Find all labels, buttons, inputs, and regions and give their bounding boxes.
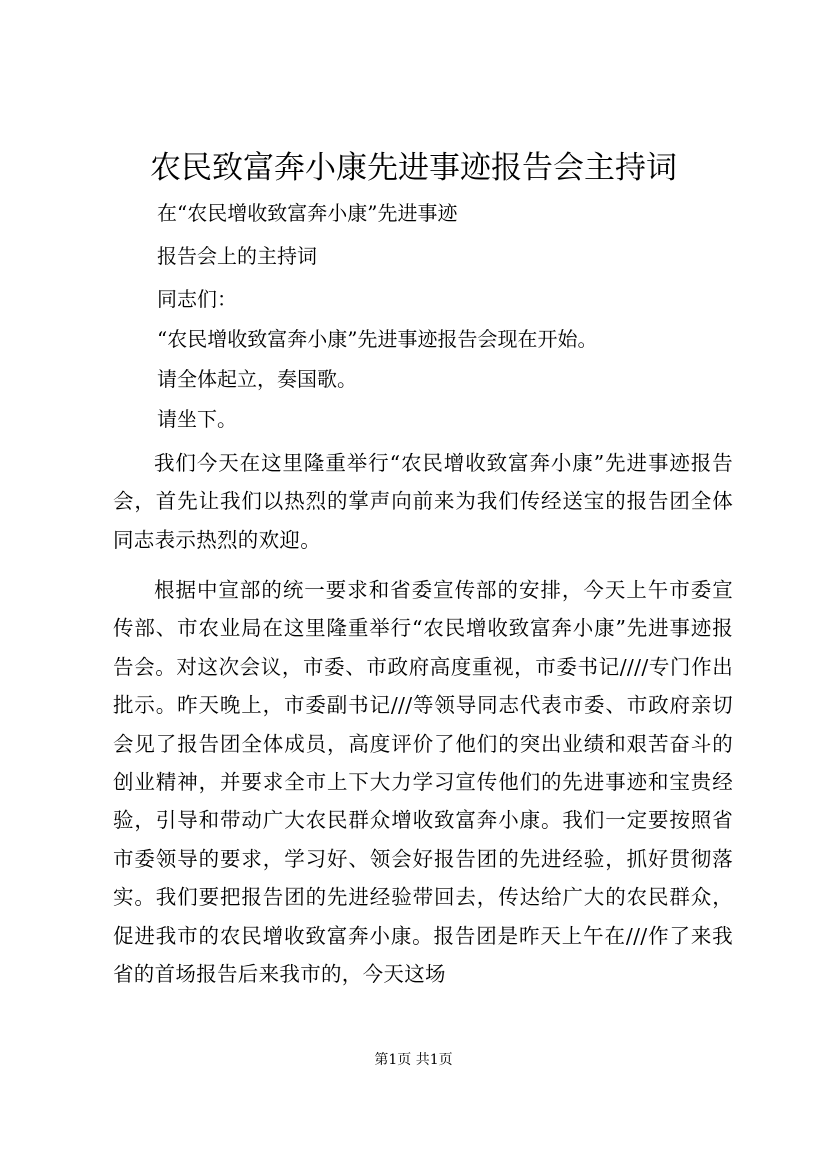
text-line: “农民增收致富奔小康”先进事迹报告会现在开始。 — [157, 327, 598, 351]
text-line: 在“农民增收致富奔小康”先进事迹 — [157, 201, 458, 225]
body-paragraph: 根据中宣部的统一要求和省委宣传部的安排，今天上午市委宣传部、市农业局在这里隆重举行“农民增收致富奔小康”先进事迹报告会。对这次会议，市委、市政府高度重视，市委书记////专门作出批示。昨天晚上，市委副书记///等领导同志代表市委、市政府亲切会见了报告团全体成员，高度评价了他们的突出业绩和艰苦奋斗的创业精神，并要求全市上下大力学习宣传他们的先进事迹和宝贵经验，引导和带动广大农民群众增收致富奔小康。我们一定要按照省市委领导的要求，学习好、领会好报告团的先进经验，抓好贯彻落实。我们要把报告团的先进经验带回去，传达给广大的农民群众，促进我市的农民增收致富奔小康。报告团是昨天上午在///作了来我省的首场报告后来我市的，今天这场 — [113, 578, 733, 987]
text-line: 报告会上的主持词 — [157, 244, 317, 268]
page-footer: 第1页 共1页 — [374, 1052, 453, 1068]
text-line: 请坐下。 — [157, 407, 237, 431]
text-line: 同志们： — [157, 287, 237, 311]
text-line: 请全体起立，奏国歌。 — [157, 367, 357, 391]
document-title: 农民致富奔小康先进事迹报告会主持词 — [150, 150, 677, 186]
body-paragraph: 我们今天在这里隆重举行“农民增收致富奔小康”先进事迹报告会，首先让我们以热烈的掌声向前来为我们传经送宝的报告团全体同志表示热烈的欢迎。 — [113, 451, 733, 552]
